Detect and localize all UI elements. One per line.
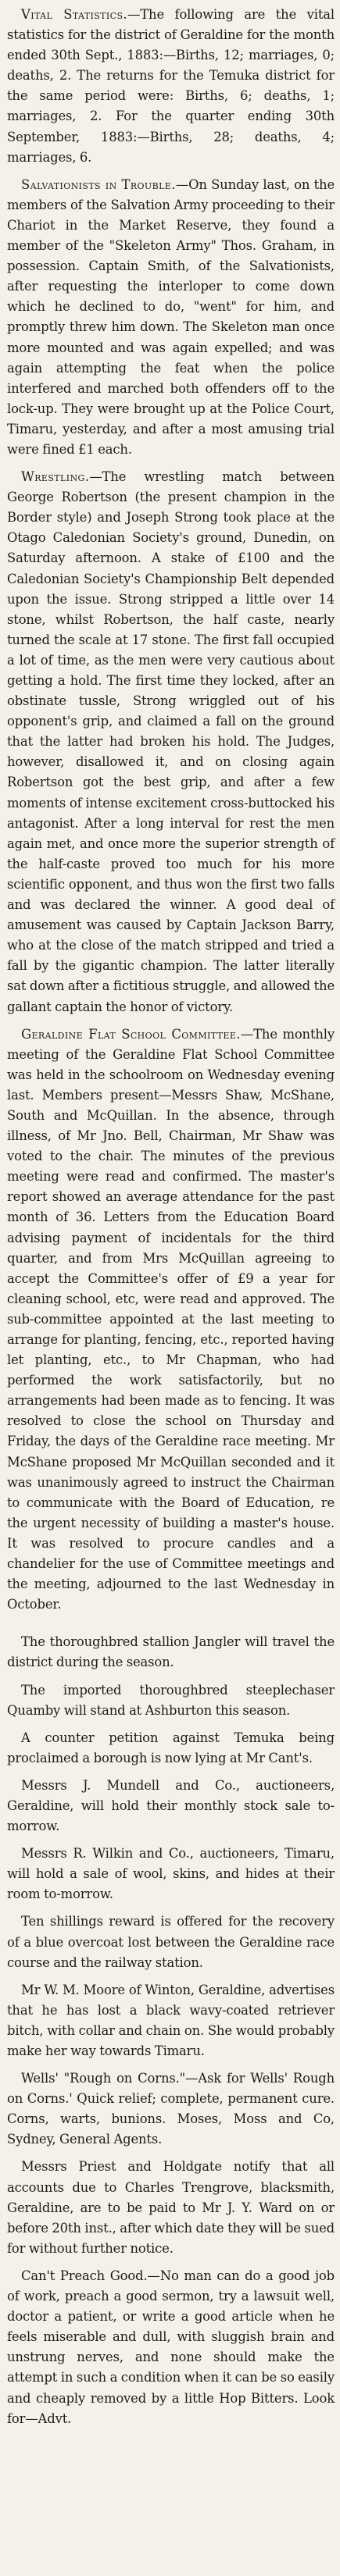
notice-body: Messrs Priest and Holdgate notify that all accounts due to Charles Trengrove, blacksmith, Geraldine, are to be paid to Mr J. Y. Ward on or before 20th inst., after which date they will be sued for without further notice. — [7, 2159, 335, 2256]
advert-rough-on-corns — [7, 2068, 335, 2150]
article-body: —The monthly meeting of the Geraldine Flat School Committee was held in the schoolroom on Wednesday evening last. Members present—Messrs Shaw, McShane, South and McQuillan. In the absence, through illness, of Mr Jno. Bell, Chairman, Mr Shaw was voted to the chair. The minutes of the previous meeting were read and confirmed. The master's report showed an average attendance for the past month of 36. Letters from the Education Board advising payment of incidentals for the third quarter, and from Mrs McQuillan agreeing to accept the Committee's offer of £9 a year for cleaning school, etc, were read and approved. The sub-committee appointed at the last meeting to arrange for planting, fencing, etc., reported having let planting, etc., to Mr Chapman, who had performed the work satisfactorily, but no arrangements had been made as to fencing. It was resolved to close the school on Thursday and Friday, the days of the Geraldine race meeting. Mr McShane proposed Mr McQuillan seconded and it was unanimously agreed to instruct the Chairman to communicate with the Board of Education, re the urgent necessity of building a master's house. It was resolved to procure candles and a chandelier for the use of Committee meetings and the meeting, adjourned to the last Wednesday in October. — [7, 1026, 335, 1612]
notice-lost-retriever — [7, 1980, 335, 2061]
article-heading: Salvationists in Trouble. — [21, 176, 176, 192]
article-salvationists — [7, 175, 335, 460]
notice-body: Ten shillings reward is offered for the recovery of a blue overcoat lost between the Geraldine race course and the railway station. — [7, 1914, 335, 1970]
notice-body: Can't Preach Good.—No man can do a good job of work, preach a good sermon, try a lawsuit well, doctor a patient, or write a good article when he feels miserable and dull, with sluggish brain and unstrung nerves, and none should make the attempt in such a condition when it can be so easily and cheaply removed by a little Hop Bitters. Look for—Advt. — [7, 2268, 335, 2426]
notice-body: The imported thoroughbred steeplechaser Quamby will stand at Ashburton this season. — [7, 1682, 335, 1718]
notice-body: Mr W. M. Moore of Winton, Geraldine, advertises that he has lost a black wavy-coated retriever bitch, with collar and chain on. She would probably make her way towards Timaru. — [7, 1982, 335, 2058]
article-vital-statistics — [7, 5, 335, 168]
article-heading: Vital Statistics. — [21, 7, 128, 22]
article-heading: Geraldine Flat School Committee. — [21, 1026, 241, 1042]
notice-jangler — [7, 1632, 335, 1673]
notice-body: A counter petition against Temuka being proclaimed a borough is now lying at Mr Cant's. — [7, 1730, 335, 1765]
article-body: —The following are the vital statistics for the district of Geraldine for the month ended 30th Sept., 1883:—Births, 12; marriages, 0; deaths, 2. The returns for the Temuka district for the same period were: Births, 6; deaths, 1; marriages, 2. For the quarter ending 30th September, 1883:—Births, 28; deaths, 4; marriages, 6. — [7, 7, 335, 165]
notice-body: Messrs J. Mundell and Co., auctioneers, Geraldine, will hold their monthly stock sale to-morrow. — [7, 1777, 335, 1834]
notice-trengrove-accounts — [7, 2157, 335, 2258]
article-heading: Wrestling. — [21, 469, 90, 485]
article-body: —On Sunday last, on the members of the Salvation Army proceeding to their Chariot in the Market Reserve, they found a member of the "Skeleton Army" Thos. Graham, in possession. Captain Smith, of the Salvationists, after requesting the interloper to come down which he declined to do, "went" for him, and promptly threw him down. The Skeleton man once more mounted and was again expelled; and was again attempting the feat when the police interfered and marched both offenders off to the lock-up. They were brought up at the Police Court, Timaru, yesterday, and after a most amusing trial were fined £1 each. — [7, 176, 335, 457]
notice-mundell-sale — [7, 1776, 335, 1837]
notice-quamby — [7, 1680, 335, 1721]
notice-counter-petition — [7, 1728, 335, 1769]
notice-overcoat-reward — [7, 1912, 335, 1972]
article-body: —The wrestling match between George Robertson (the present champion in the Border style) and Joseph Strong took place at the Otago Caledonian Society's ground, Dunedin, on Saturday afternoon. A stake of £100 and the Caledonian Society's Championship Belt depended upon the issue. Strong stripped a little over 14 stone, whilst Robertson, the half caste, nearly turned the scale at 17 stone. The first fall occupied a lot of time, as the men were very cautious about getting a hold. The first time they locked, after an obstinate tussle, Strong wriggled out of his opponent's grip, and claimed a fall on the ground that the latter had broken his hold. The Judges, however, disallowed it, and on closing again Robertson got the best grip, and after a few moments of intense excitement cross-buttocked his antagonist. After a long interval for rest the men again met, and once more the superior strength of the half-caste proved too much for his more scientific opponent, and thus won the first two falls and was declared the winner. A good deal of amusement was caused by Captain Jackson Barry, who at the close of the match stripped and tried a fall by the gigantic champion. The latter literally sat down after a fictitious struggle, and allowed the gallant captain the honor of victory. — [7, 469, 335, 1014]
notice-body: Wells' "Rough on Corns."—Ask for Wells' Rough on Corns.' Quick relief; complete, permanent cure. Corns, warts, bunions. Moses, Moss and Co, Sydney, General Agents. — [7, 2071, 335, 2147]
article-school-committee — [7, 1024, 335, 1616]
notice-wilkin-sale — [7, 1844, 335, 1904]
notice-body: The thoroughbred stallion Jangler will travel the district during the season. — [7, 1634, 335, 1670]
article-wrestling — [7, 467, 335, 1017]
notice-body: Messrs R. Wilkin and Co., auctioneers, Timaru, will hold a sale of wool, skins, and hides at their room to-morrow. — [7, 1846, 335, 1902]
advert-hop-bitters — [7, 2266, 335, 2429]
